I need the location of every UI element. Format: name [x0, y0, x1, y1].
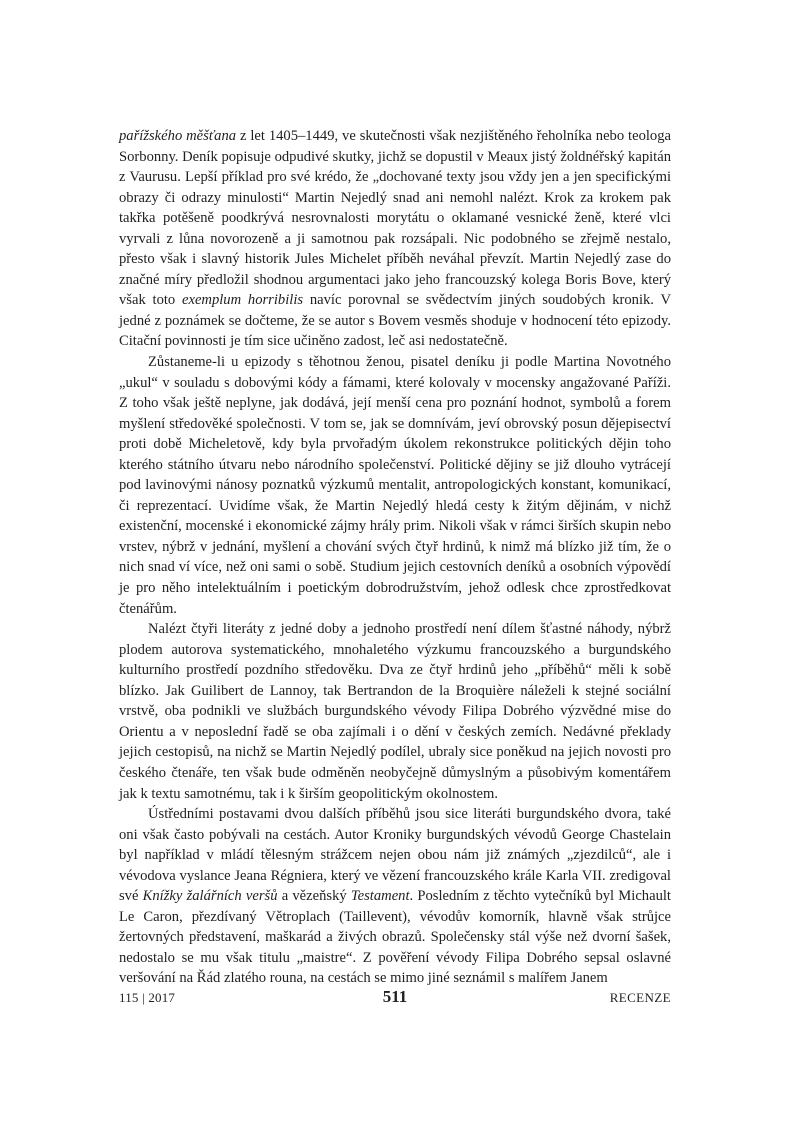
paragraph-text: z let 1405–1449, ve skutečnosti však nezjištěného řeholníka nebo teologa Sorbonny. Deník popisuje odpudivé skutky, jichž se dopustil v Meaux jistý žoldnéřský kapitán z Vaurusu. Lepší příklad pro své krédo, že „dochované texty jsou vždy jen a jen specifickými obrazy či odrazy minulosti“ Martin Nejedlý snad ani nemohl nalézt. Krok za krokem pak takřka potěšeně poodkrývá nesrovnalosti morytátu o oklamané vesnické ženě, které vlci vyrvali z lůna novorozeně a ji samotnou pak rozsápali. Nic podobného se zřejmě nestalo, přesto však i slavný historik Jules Michelet příběh neváhal převzít. Martin Nejedlý zase do značné míry předložil shodnou argumentaci jako jeho francouzský kolega Boris Bove, který však toto — [119, 128, 672, 309]
issue-label: 115 | 2017 — [119, 990, 176, 1005]
page-body — [119, 126, 671, 989]
italic-title: Knížky žalářních veršů — [142, 888, 278, 905]
paragraph-text: navíc porovnal se svědectvím jiných soudobých kronik. V jedné z poznámek se dočteme, že se autor s Bovem vesměs shoduje v hodnocení této epizody. Citační povinnosti je tím sice učiněno zadost, leč asi nedostatečně. — [119, 292, 671, 350]
paragraph-text: a vězeňský — [277, 888, 351, 905]
paragraph-1 — [119, 126, 671, 352]
page-number: 511 — [382, 987, 408, 1006]
paragraph-text: . Posledním z těchto vytečníků byl Michault Le Caron, přezdívaný Větroplach (Taillevent), vévodův komorník, hlavně však strůjce žertovných představení, maškarád a živých obrazů. Společensky stál výše než dvorní šašek, nedostalo se mu však titulu „maistre“. Z pověření vévody Filipa Dobrého sepsal oslavné veršování na Řád zlatého rouna, na cestách se mimo jiné seznámil s malířem Janem — [119, 888, 671, 987]
paragraph-2: Zůstaneme-li u epizody s těhotnou ženou, pisatel deníku ji podle Martina Novotného „ukul“ v souladu s dobovými kódy a fámami, které kolovaly v mocensky angažované Paříži. Z toho však ještě neplyne, jak dodává, její menší cena pro poznání hodnot, symbolů a forem myšlení středověké společnosti. V tom se, jak se domnívám, jeví obrovský posun dějepisectví proti době Micheletově, kdy byla prvořadým úkolem rekonstrukce politických dějin toho kterého státního útvaru nebo národního společenství. Politické dějiny se již dlouho vytrácejí pod lavinovými nánosy poznatků výzkumů mentalit, antropologických konstant, komunikací, či reprezentací. Uvidíme však, že Martin Nejedlý hledá cesty k žitým dějinám, v nichž existenční, mocenské i ekonomické zájmy hrály prim. Nikoli však v rámci širších skupin nebo vrstev, nýbrž v jednání, myšlení a chování svých čtyř hrdinů, k nimž má blízko již tím, že o nich snad ví více, než oni sami o sobě. Studium jejich cestovních deníků a osobních výpovědí je pro něho intelektuálním i poetickým dobrodružstvím, jehož odlesk chce zprostředkovat čtenářům. — [119, 354, 671, 617]
italic-phrase: pařížského měšťana — [119, 128, 237, 144]
paragraph-3: Nalézt čtyři literáty z jedné doby a jednoho prostředí není dílem šťastné náhody, nýbrž plodem autorova systematického, mnohaletého výzkumu francouzského a burgundského kulturního prostředí pozdního středověku. Dva ze čtyř hrdinů jeho „příběhů“ měli k sobě blízko. Jak Guilibert de Lannoy, tak Bertrandon de la Broquière náleželi k stejné sociální vrstvě, oba podnikli ve službách burgundského vévody Filipa Dobrého výzvědné mise do Orientu a v neposlední řadě se oba zajímali i o dění v českých zemích. Nedávné překlady jejich cestopisů, na nichž se Martin Nejedlý podílel, ubraly sice poněkud na jejich novosti pro českého čtenáře, ten však bude odměněn neobyčejně důmyslným a působivým komentářem jak k textu samotnému, tak i k širším geopolitickým okolnostem. — [119, 621, 671, 802]
page-footer — [119, 987, 671, 1009]
paragraph-4 — [119, 804, 671, 989]
italic-phrase: exemplum horribilis — [181, 292, 304, 309]
italic-title: Testament — [350, 888, 410, 905]
section-label: RECENZE — [609, 990, 671, 1005]
paragraph-text: Ústředními postavami dvou dalších příběhů jsou sice literáti burgundského dvora, také oni však často pobývali na cestách. Autor Kroniky burgundských vévodů George Chastelain byl například v mládí tělesným strážcem nejen obou nám již známých „zjezdilců“, ale i vévodova vyslance Jeana Régniera, který ve vězení francouzského krále Karla VII. zredigoval své — [119, 806, 671, 905]
